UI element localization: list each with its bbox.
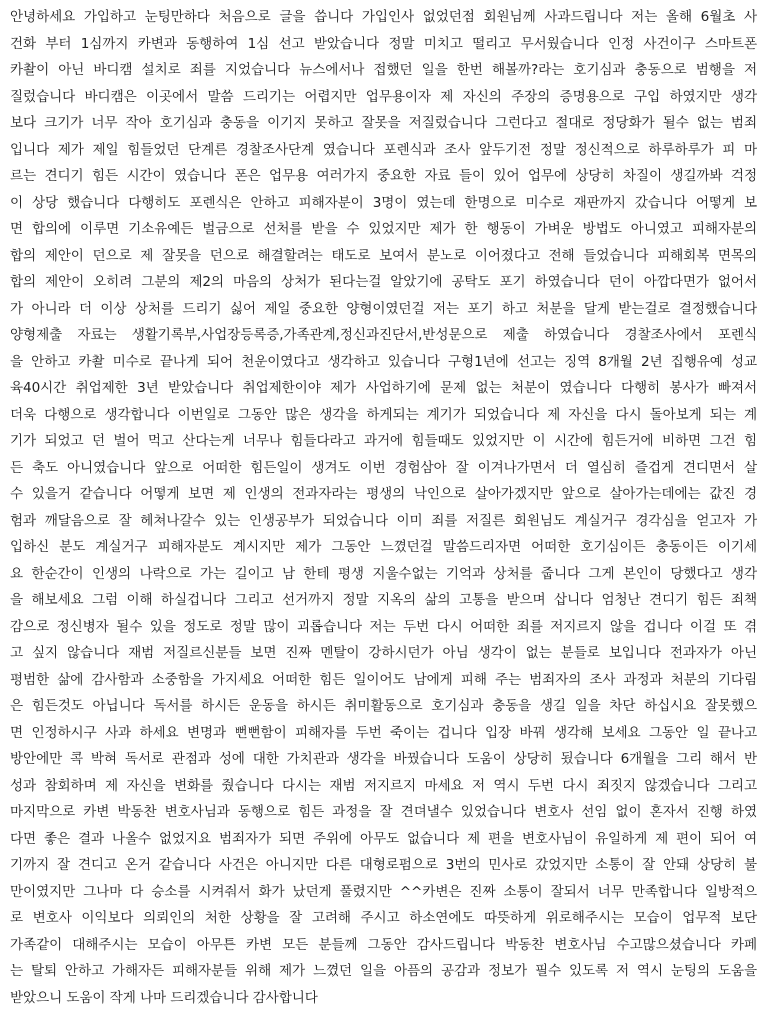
post-text-line: 입니다 제가 제일 힘들었던 단계른 경찰조사단계 였습니다 포렌식과 조사 앞두기전 정말 정신적으로 하루하루가 피 마 [10, 137, 757, 164]
post-text-line: 기까지 잘 견디고 온거 같습니다 사건은 아니지만 다른 대형로펌으로 3번의 민사로 갔었지만 소통이 잘 안돼 상당히 불 [10, 852, 757, 879]
post-text-line: 합의 제안이 던으로 제 잘못을 던으로 해결할려는 태도로 보여서 분노로 이어졌다고 전해 들었습니다 피해회복 면목의 [10, 243, 757, 270]
post-text-line: 면 인정하시구 사과 하세요 변명과 뻔뻔함이 피해자를 두번 죽이는 겁니다 입장 바꿔 생각해 보세요 그동안 일 끝나고 [10, 720, 757, 747]
post-text-line: 다면 좋은 결과 나올수 없었지요 범죄자가 되면 주위에 아무도 없습니다 제 편을 변호사님이 유일하게 제 편이 되어 여 [10, 826, 757, 853]
post-text-line: 가 아니라 더 이상 상처를 드리기 싫어 제일 중요한 양형이였던걸 저는 포기 하고 처분을 달게 받는걸로 결정했습니다 [10, 296, 757, 323]
post-text-line: 성과 참회하며 제 자신을 변화를 줬습니다 다시는 재범 저지르지 마세요 저 역시 두번 다시 죄짓지 않겠습니다 그리고 [10, 773, 757, 800]
post-text-line: 은 힘든것도 아닙니다 독서를 하시든 운동을 하시든 취미활동으로 호기심과 충동을 생길 일을 차단 하십시요 잘못했으 [10, 693, 757, 720]
post-text-line: 는 탈퇴 안하고 가해자든 피해자분들 위해 제가 느꼈던 일을 아픔의 공감과 정보가 필수 있도록 저 역시 눈팅의 도움을 [10, 958, 757, 985]
post-text-line: 안녕하세요 가입하고 눈팅만하다 처음으로 글을 씁니다 가입인사 없었던점 회원님께 사과드립니다 저는 올해 6월초 사 [10, 4, 757, 31]
post-text-line: 방안에만 콕 박혀 독서로 관점과 성에 대한 가치관과 생각을 바꿨습니다 도움이 상당히 됬습니다 6개월을 그리 해서 반 [10, 746, 757, 773]
post-text-line: 입하신 분도 계실거구 피해자분도 계시지만 제가 그동안 느꼈던걸 말씀드리자면 어떠한 호기심이든 충동이든 이기세 [10, 534, 757, 561]
post-text-line: 험과 깨달음으로 잘 헤쳐나갈수 있는 인생공부가 되었습니다 이미 죄를 저질른 회원님도 계실거구 경각심을 얻고자 가 [10, 508, 757, 535]
post-text-line: 이 상당 했습니다 다행히도 포렌식은 안하고 피해자분이 3명이 였는데 한명으로 미수로 재판까지 갔습니다 어떻게 보 [10, 190, 757, 217]
post-text-line: 면 합의에 이루면 기소유예든 벌금으로 선처를 받을 수 있었지만 제가 한 행동이 가벼운 방법도 아니였고 피해자분의 [10, 216, 757, 243]
post-text-line: 르는 견디기 힘든 시간이 였습니다 폰은 업무용 여러가지 중요한 자료 들이 있어 업무에 상당히 차질이 생길까봐 걱정 [10, 163, 757, 190]
post-text-line: 을 해보세요 그럼 이해 하실겁니다 그리고 선거까지 정말 지옥의 삶의 고통을 받으며 삽니다 엄청난 견디기 힘든 죄책 [10, 587, 757, 614]
post-text-line: 만이였지만 그나마 다 승소를 시켜줘서 화가 났던게 풀렸지만 ^^카변은 진짜 소통이 잘되서 너무 만족합니다 일방적으 [10, 879, 757, 906]
post-text-line: 합의 제안이 오히려 그분의 제2의 마음의 상처가 된다는걸 알았기에 공탁도 포기 하였습니다 던이 아깝다면가 없어서 [10, 269, 757, 296]
post-text-line: 육40시간 취업제한 3년 받았습니다 취업제한이야 제가 사업하기에 문제 없는 처분이 였습니다 다행히 봉사가 빠져서 [10, 375, 757, 402]
post-text-line: 더욱 다행으로 생각합니다 이번일로 그동안 많은 생각을 하게되는 계기가 되었습니다 제 자신을 다시 돌아보게 되는 계 [10, 402, 757, 429]
post-text-line: 로 변호사 이익보다 의뢰인의 처한 상황을 잘 고려해 주시고 하소연에도 따뜻하게 위로해주시는 모습이 업무적 보단 [10, 905, 757, 932]
post-text-line: 을 안하고 카촬 미수로 끝나게 되어 천운이였다고 생각하고 있습니다 구형1년에 선고는 징역 8개월 2년 집행유예 성교 [10, 349, 757, 376]
post-text-line: 수 있을거 같습니다 어떻게 보면 제 인생의 전과자라는 평생의 낙인으로 살아가겠지만 앞으로 살아가는데에는 값진 경 [10, 481, 757, 508]
post-text-line: 건화 부터 1심까지 카변과 동행하여 1심 선고 받았습니다 정말 미치고 떨리고 무서웠습니다 인정 사건이구 스마트폰 [10, 31, 757, 58]
post-text-line: 평범한 삶에 감사함과 소중함을 가지세요 어떠한 힘든 일이어도 남에게 피해 주는 범죄자의 조사 과정과 처분의 기다림 [10, 667, 757, 694]
post-text-line: 보다 크기가 너무 작아 호기심과 충동을 이기지 못하고 잘못을 저질렀습니다 그런다고 절대로 정당화가 될수 없는 범죄 [10, 110, 757, 137]
post-text-line: 든 축도 아니였습니다 앞으로 어떠한 힘든일이 생겨도 이번 경험삼아 잘 이겨나가면서 더 열심히 즐겁게 견디면서 살 [10, 455, 757, 482]
post-text-line: 가족같이 대해주시는 모습이 아무튼 카변 모든 분들께 그동안 감사드립니다 박동찬 변호사님 수고많으셨습니다 카페 [10, 932, 757, 959]
post-text-line: 받았으니 도움이 작게 나마 드리겠습니다 감사합니다 [10, 985, 757, 1011]
post-text-line: 마지막으로 카변 박동찬 변호사님과 동행으로 힘든 과정을 잘 견뎌낼수 있었습니다 변호사 선임 없이 혼자서 진행 하였 [10, 799, 757, 826]
post-text-line: 기가 되었고 던 벌어 먹고 산다는게 너무나 힘들다라고 과거에 힘들때도 있었지만 이 시간에 힘든거에 비하면 그건 힘 [10, 428, 757, 455]
post-text-line: 양형제출 자료는 생활기록부,사업장등록증,가족관계,정신과진단서,반성문으로 제출 하였습니다 경찰조사에서 포렌식 [10, 322, 757, 349]
post-text-line: 고 싶지 않습니다 재범 저질르신분들 보면 진짜 멘탈이 강하시던가 아님 생각이 없는 분들로 보입니다 전과자가 아닌 [10, 640, 757, 667]
post-text-line: 요 한순간이 인생의 나락으로 가는 길이고 남 한테 평생 지울수없는 기억과 상처를 줍니다 그게 본인이 당했다고 생각 [10, 561, 757, 588]
post-text-line: 카촬이 아닌 바디캠 설치로 죄를 지었습니다 뉴스에서나 접했던 일을 한번 해볼까?라는 호기심과 충동으로 범행을 저 [10, 57, 757, 84]
post-text-line: 감으로 정신병자 될수 있을 정도로 정말 많이 괴롭습니다 저는 두번 다시 어떠한 죄를 저지르지 않을 겁니다 이걸 또 겪 [10, 614, 757, 641]
post-text-line: 질렀습니다 바디캠은 이곳에서 말씀 드리기는 어렵지만 업무용이자 제 자신의 주장의 증명용으로 구입 하였지만 생각 [10, 84, 757, 111]
